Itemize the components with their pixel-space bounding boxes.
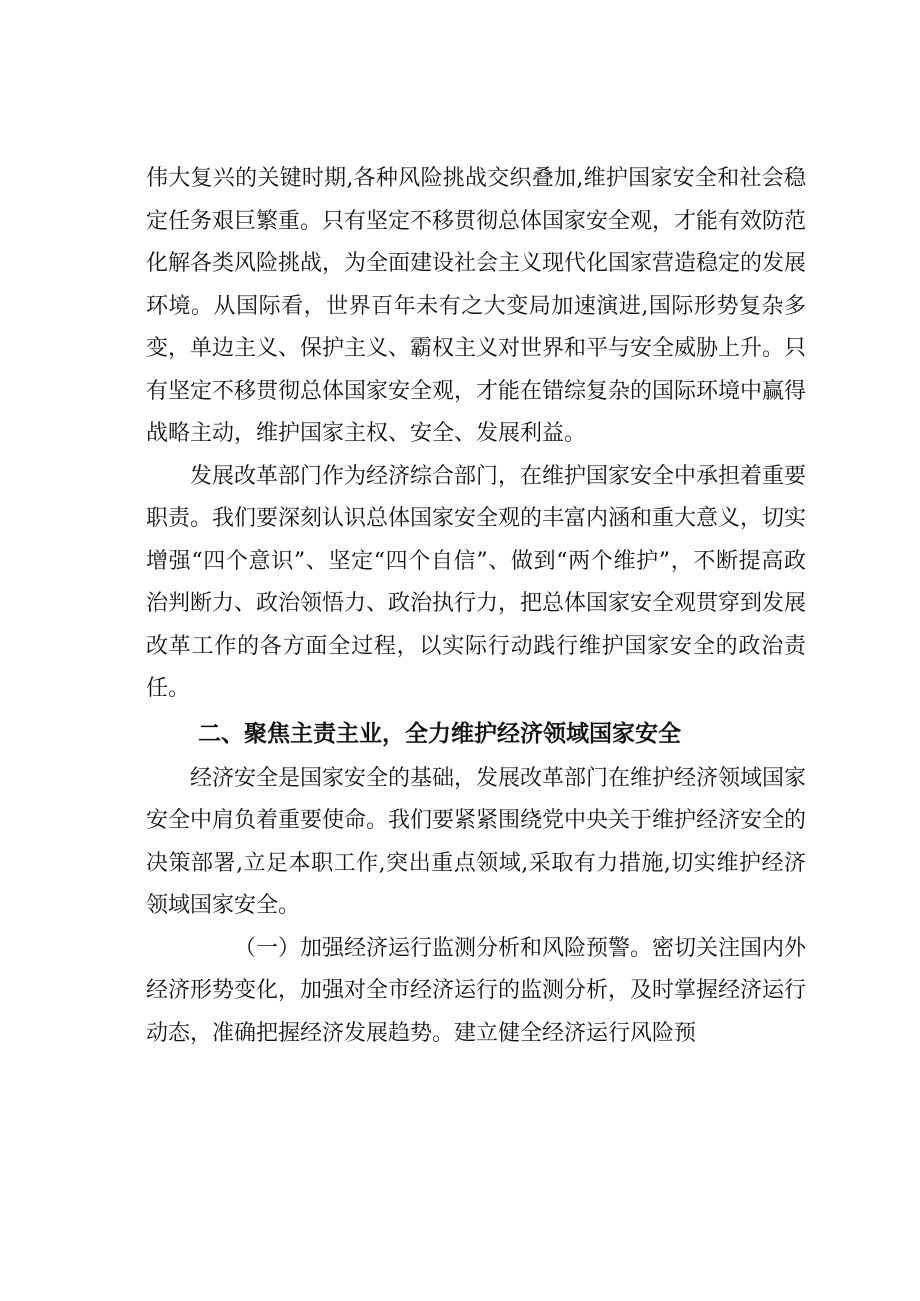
paragraph-monitoring-warning: （一）加强经济运行监测分析和风险预警。密切关注国内外经济形势变化，加强对全市经济运行的监测分析，及时掌握经济运行动态，准确把握经济发展趋势。建立健全经济运行风险预	[146, 935, 807, 1046]
section-heading: 二、聚焦主责主业，全力维护经济领域国家安全	[198, 720, 681, 747]
document-body	[146, 158, 806, 1055]
paragraph-department-responsibility: 发展改革部门作为经济综合部门，在维护国家安全中承担着重要职责。我们要深刻认识总体国家安全观的丰富内涵和重大意义，切实增强“四个意识”、坚定“四个自信”、做到“两个维护”，不断提高政治判断力、政治领悟力、政治执行力，把总体国家安全观贯穿到发展改革工作的各方面全过程，以实际行动践行维护国家安全的政治责任。	[146, 463, 807, 701]
paragraph-national-security-context: 伟大复兴的关键时期,各种风险挑战交织叠加,维护国家安全和社会稳定任务艰巨繁重。只有坚定不移贯彻总体国家安全观，才能有效防范化解各类风险挑战，为全面建设社会主义现代化国家营造稳定的发展环境。从国际看，世界百年未有之大变局加速演进,国际形势复杂多变，单边主义、保护主义、霸权主义对世界和平与安全威胁上升。只有坚定不移贯彻总体国家安全观，才能在错综复杂的国际环境中赢得战略主动，维护国家主权、安全、发展利益。	[146, 166, 807, 446]
paragraph-economic-security: 经济安全是国家安全的基础，发展改革部门在维护经济领域国家安全中肩负着重要使命。我们要紧紧围绕党中央关于维护经济安全的决策部署,立足本职工作,突出重点领域,采取有力措施,切实维护经济领域国家安全。	[146, 765, 807, 918]
